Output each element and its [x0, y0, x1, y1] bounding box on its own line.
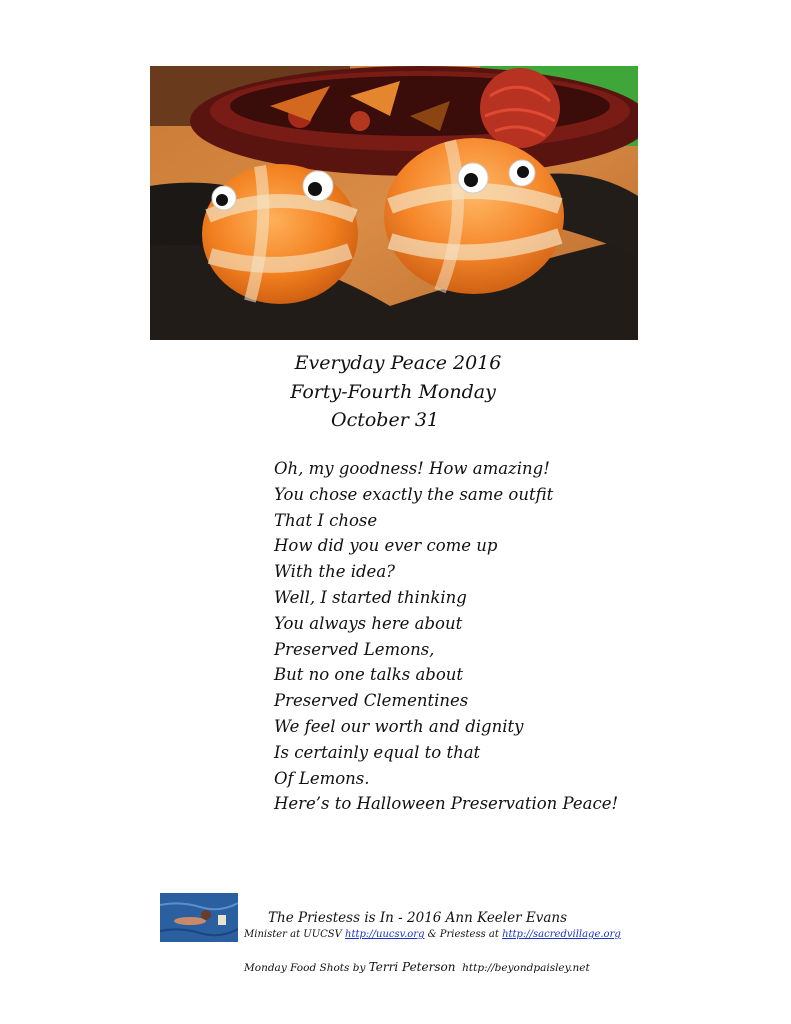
title-line-2: Forty-Fourth Monday: [290, 381, 496, 403]
food-photographer: Terri Peterson: [368, 960, 456, 974]
poem-line: You always here about: [274, 613, 463, 633]
minister-label: Minister at UUCSV: [244, 929, 342, 940]
author-photo: [160, 893, 238, 942]
title-line-1: Everyday Peace 2016: [294, 352, 502, 374]
title-date: October 31: [331, 409, 439, 431]
minister-line: [244, 929, 621, 940]
poem-line: Oh, my goodness! How amazing!: [274, 459, 550, 478]
poem-line: How did you ever come up: [274, 536, 498, 556]
poem-line: With the idea?: [274, 562, 396, 582]
food-shots-line: [244, 960, 590, 974]
poem-line: We feel our worth and dignity: [274, 716, 524, 736]
poem: [274, 456, 618, 817]
priestess-label: & Priestess at: [427, 929, 499, 940]
swimmer-image: [160, 893, 238, 942]
poem-line: Is certainly equal to that: [274, 742, 481, 762]
poem-line: That I chose: [274, 510, 378, 530]
main-photo: [150, 66, 638, 340]
poem-line: You chose exactly the same outfit: [274, 484, 554, 504]
uucsv-link[interactable]: http://uucsv.org: [345, 929, 425, 940]
clementine-mummies-image: [150, 66, 638, 340]
poem-line: Of Lemons.: [274, 768, 370, 788]
credit-line: The Priestess is In - 2016 Ann Keeler Evans: [268, 910, 568, 926]
poem-line: Preserved Clementines: [274, 691, 469, 711]
beyondpaisley-link: http://beyondpaisley.net: [462, 962, 590, 974]
poem-line: Here’s to Halloween Preservation Peace!: [274, 794, 619, 814]
food-label: Monday Food Shots by: [244, 962, 366, 974]
sacredvillage-link[interactable]: http://sacredvillage.org: [502, 929, 621, 940]
poem-line: But no one talks about: [274, 665, 464, 685]
poem-line: Preserved Lemons,: [274, 639, 435, 659]
poem-line: Well, I started thinking: [274, 587, 467, 607]
